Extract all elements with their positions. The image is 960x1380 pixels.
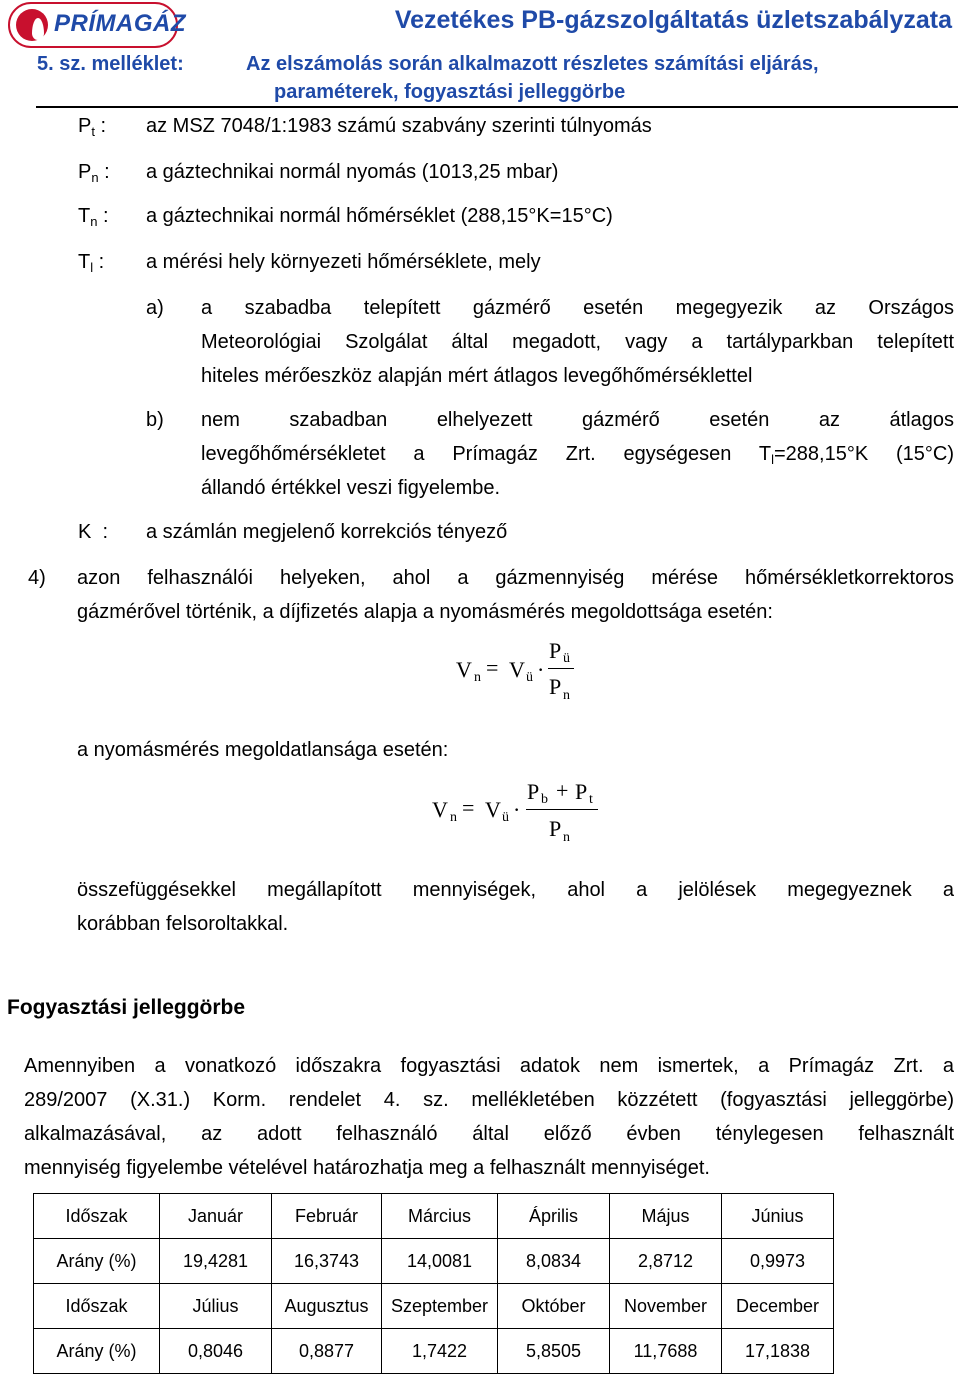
section-paragraph-line4: mennyiség figyelembe vételével határozhatja meg a felhasznált mennyiséget. bbox=[24, 1157, 710, 1179]
item-4-line1: azon felhasználói helyeken, ahol a gázmennyiség mérése hőmérsékletkorrektoros bbox=[77, 567, 954, 589]
definition-text: a gáztechnikai normál hőmérséklet (288,15°K=15°C) bbox=[146, 205, 613, 227]
annex-title-line2: paraméterek, fogyasztási jelleggörbe bbox=[274, 81, 626, 103]
logo-text: PRÍMAGÁZ bbox=[54, 10, 186, 37]
table-row bbox=[34, 1194, 834, 1239]
table-cell: 5,8505 bbox=[498, 1329, 610, 1374]
table-cell: Arány (%) bbox=[34, 1239, 160, 1284]
unsolved-label: a nyomásmérés megoldatlansága esetén: bbox=[77, 739, 449, 761]
table-cell: Szeptember bbox=[382, 1284, 498, 1329]
definition-text: a mérési hely környezeti hőmérséklete, mely bbox=[146, 251, 541, 273]
table-cell: December bbox=[722, 1284, 834, 1329]
item-4-number: 4) bbox=[28, 567, 46, 589]
table-cell: 11,7688 bbox=[610, 1329, 722, 1374]
table-cell: Május bbox=[610, 1194, 722, 1239]
table-cell: 19,4281 bbox=[160, 1239, 272, 1284]
annex-label: 5. sz. melléklet: bbox=[37, 53, 184, 75]
consumption-profile-table bbox=[33, 1193, 834, 1374]
table-cell: Január bbox=[160, 1194, 272, 1239]
definition-symbol: K : bbox=[78, 521, 109, 543]
sub-item-a-line1: a szabadba telepített gázmérő esetén megegyezik az Országos bbox=[201, 297, 954, 319]
table-cell: 16,3743 bbox=[272, 1239, 382, 1284]
table-cell: Augusztus bbox=[272, 1284, 382, 1329]
table-cell: Időszak bbox=[34, 1194, 160, 1239]
conclusion-line1: összefüggésekkel megállapított mennyiségek, ahol a jelölések megegyeznek a bbox=[77, 879, 954, 901]
table-cell: Időszak bbox=[34, 1284, 160, 1329]
sub-item-a-line2: Meteorológiai Szolgálat által megadott, vagy a tartályparkban telepített bbox=[201, 331, 954, 353]
sub-item-b-line2: levegőhőmérsékletet a Prímagáz Zrt. egységesen $T_l=288,15^\circ K$ (15°C) bbox=[201, 443, 954, 467]
table-cell: Március bbox=[382, 1194, 498, 1239]
definition-text: az MSZ 7048/1:1983 számú szabvány szerinti túlnyomás bbox=[146, 115, 652, 137]
section-paragraph-line2: 289/2007 (X.31.) Korm. rendelet 4. sz. mellékletében közzétett (fogyasztási jelleggörbe) bbox=[24, 1089, 954, 1111]
table-cell: 2,8712 bbox=[610, 1239, 722, 1284]
table-cell: 8,0834 bbox=[498, 1239, 610, 1284]
conclusion-line2: korábban felsoroltakkal. bbox=[77, 913, 289, 935]
definition-symbol: $P_t$ : bbox=[78, 115, 107, 139]
annex-title-line1: Az elszámolás során alkalmazott részletes számítási eljárás, bbox=[246, 53, 819, 75]
table-cell: Április bbox=[498, 1194, 610, 1239]
sub-item-b-label: b) bbox=[146, 409, 164, 431]
section-paragraph-line1: Amennyiben a vonatkozó időszakra fogyasztási adatok nem ismertek, a Prímagáz Zrt. a bbox=[24, 1055, 954, 1077]
table-row bbox=[34, 1329, 834, 1374]
definition-symbol: $P_n$ : bbox=[78, 161, 110, 185]
table-cell: 14,0081 bbox=[382, 1239, 498, 1284]
table-row bbox=[34, 1239, 834, 1284]
item-4-line2: gázmérővel történik, a díjfizetés alapja a nyomásmérés megoldottsága esetén: bbox=[77, 601, 773, 623]
document-title: Vezetékes PB-gázszolgáltatás üzletszabályzata bbox=[394, 6, 952, 34]
primagaz-logo bbox=[8, 2, 186, 48]
table-cell: Október bbox=[498, 1284, 610, 1329]
definition-text: a gáztechnikai normál nyomás (1013,25 mbar) bbox=[146, 161, 559, 183]
sub-item-b-line1: nem szabadban elhelyezett gázmérő esetén az átlagos bbox=[201, 409, 954, 431]
table-cell: Július bbox=[160, 1284, 272, 1329]
table-cell: 17,1838 bbox=[722, 1329, 834, 1374]
flame-logo-icon bbox=[16, 9, 48, 41]
table-cell: 1,7422 bbox=[382, 1329, 498, 1374]
table-cell: Február bbox=[272, 1194, 382, 1239]
table-cell: Június bbox=[722, 1194, 834, 1239]
sub-item-b-line3: állandó értékkel veszi figyelembe. bbox=[201, 477, 501, 499]
table-cell: 0,8877 bbox=[272, 1329, 382, 1374]
table-cell: Arány (%) bbox=[34, 1329, 160, 1374]
definition-symbol: $T_n$ : bbox=[78, 205, 109, 229]
sub-item-a-line3: hiteles mérőeszköz alapján mért átlagos levegőhőmérséklettel bbox=[201, 365, 753, 387]
header-divider bbox=[36, 106, 958, 108]
section-paragraph-line3: alkalmazásával, az adott felhasználó által előző évben ténylegesen felhasznált bbox=[24, 1123, 954, 1145]
definition-text: a számlán megjelenő korrekciós tényező bbox=[146, 521, 508, 543]
table-cell: 0,9973 bbox=[722, 1239, 834, 1284]
definition-symbol: $T_l$ : bbox=[78, 251, 105, 275]
table-cell: 0,8046 bbox=[160, 1329, 272, 1374]
sub-item-a-label: a) bbox=[146, 297, 164, 319]
section-heading: Fogyasztási jelleggörbe bbox=[7, 996, 246, 1019]
table-row bbox=[34, 1284, 834, 1329]
table-cell: November bbox=[610, 1284, 722, 1329]
